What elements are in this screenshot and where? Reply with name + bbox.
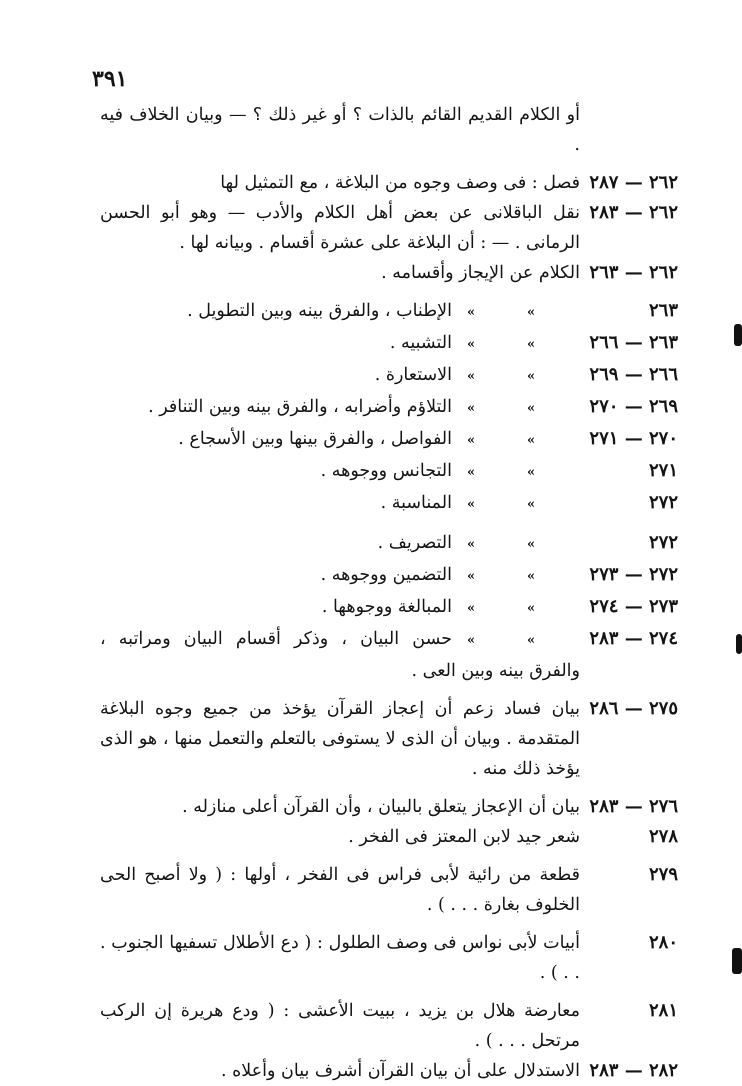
toc-entry-text: التصريف . bbox=[377, 533, 452, 553]
toc-entry bbox=[100, 328, 678, 360]
ditto-mark: » bbox=[466, 601, 476, 616]
toc-page-range: ٢٦٣ bbox=[648, 300, 678, 321]
ditto-mark: » bbox=[466, 537, 476, 552]
toc-page-range: ٢٧١ bbox=[648, 460, 678, 481]
toc-page-range: ٢٦٢ — ٢٦٣ bbox=[589, 262, 678, 283]
scan-edge-mark bbox=[736, 634, 742, 654]
toc-page-range: ٢٦٦ — ٢٦٩ bbox=[589, 364, 678, 385]
toc-entry-text: الاستعارة . bbox=[374, 365, 452, 385]
toc-page-range: ٢٧٢ bbox=[648, 532, 678, 553]
ditto-mark: » bbox=[526, 569, 536, 584]
ditto-mark: » bbox=[466, 465, 476, 480]
toc-entry bbox=[100, 528, 678, 560]
ditto-mark: » bbox=[526, 537, 536, 552]
toc-page-range: ٢٧٣ — ٢٧٤ bbox=[589, 596, 678, 617]
toc-entry bbox=[100, 296, 678, 328]
toc-page-range: ٢٧٢ bbox=[648, 492, 678, 513]
toc-page-range: ٢٧٦ — ٢٨٣ bbox=[589, 796, 678, 817]
toc-entry bbox=[100, 392, 678, 424]
toc-entry-text: الاستدلال على أن بيان القرآن أشرف بيان وأعلاه . bbox=[220, 1061, 580, 1081]
toc-entry bbox=[100, 822, 678, 852]
ditto-mark: » bbox=[466, 305, 476, 320]
toc-page-range: ٢٧٢ — ٢٧٣ bbox=[589, 564, 678, 585]
toc-page-range: ٢٧٤ — ٢٨٣ bbox=[589, 628, 678, 649]
toc-entry bbox=[100, 488, 678, 520]
ditto-mark: » bbox=[526, 433, 536, 448]
ditto-mark: » bbox=[466, 369, 476, 384]
ditto-mark: » bbox=[526, 401, 536, 416]
page-number: ٣٩١ bbox=[92, 66, 128, 92]
toc-entry bbox=[100, 792, 678, 822]
toc-entry-text: الفواصل ، والفرق بينها وبين الأسجاع . bbox=[178, 429, 452, 449]
ditto-mark: » bbox=[466, 433, 476, 448]
toc-entry bbox=[100, 860, 678, 920]
toc-entry-text: بيان فساد زعم أن إعجاز القرآن يؤخذ من جميع وجوه البلاغة المتقدمة . وبيان أن الذى لا يستوفى بالتعلم والتعمل منها ، هو الذى يؤخذ ذلك منه . bbox=[100, 699, 580, 779]
toc-entry-text: التجانس ووجوهه . bbox=[320, 461, 452, 481]
toc-entry-text: معارضة هلال بن يزيد ، ببيت الأعشى : ( ودع هريرة إن الركب مرتحل . . . ) . bbox=[100, 1001, 580, 1051]
toc-entry bbox=[100, 592, 678, 624]
ditto-mark: » bbox=[526, 369, 536, 384]
toc-entry-text: الكلام عن الإيجاز وأقسامه . bbox=[381, 263, 580, 283]
toc-entry bbox=[100, 1056, 678, 1086]
table-of-contents bbox=[100, 100, 678, 1086]
toc-entry-text: الإطناب ، والفرق بينه وبين التطويل . bbox=[187, 301, 452, 321]
ditto-mark: » bbox=[466, 497, 476, 512]
toc-page-range: ٢٦٩ — ٢٧٠ bbox=[589, 396, 678, 417]
toc-entry-text: المناسبة . bbox=[380, 493, 452, 513]
ditto-mark: » bbox=[466, 401, 476, 416]
toc-entry bbox=[100, 624, 678, 686]
toc-entry-text: التلاؤم وأضرابه ، والفرق بينه وبين التنافر . bbox=[148, 397, 452, 417]
toc-entry bbox=[100, 928, 678, 988]
toc-entry bbox=[100, 258, 678, 288]
toc-entry bbox=[100, 996, 678, 1056]
scan-edge-mark bbox=[734, 324, 742, 346]
toc-entry bbox=[100, 198, 678, 258]
toc-entry bbox=[100, 694, 678, 784]
toc-page-range: ٢٧٥ — ٢٨٦ bbox=[589, 698, 678, 719]
toc-entry-text: أبيات لأبى نواس فى وصف الطلول : ( دع الأطلال تسفيها الجنوب . . . ) . bbox=[100, 933, 580, 983]
ditto-mark: » bbox=[526, 601, 536, 616]
toc-page-range: ٢٨١ bbox=[648, 1000, 678, 1021]
toc-entry bbox=[100, 560, 678, 592]
toc-page-range: ٢٧٩ bbox=[648, 864, 678, 885]
toc-entry-text: أو الكلام القديم القائم بالذات ؟ أو غير ذلك ؟ — وبيان الخلاف فيه . bbox=[100, 105, 580, 155]
scan-edge-mark bbox=[732, 948, 742, 974]
toc-entry-text: شعر جيد لابن المعتز فى الفخر . bbox=[348, 827, 580, 847]
toc-page-range: ٢٦٢ — ٢٨٣ bbox=[589, 202, 678, 223]
ditto-mark: » bbox=[466, 337, 476, 352]
toc-entry bbox=[100, 456, 678, 488]
toc-entry-text: التشبيه . bbox=[389, 333, 452, 353]
toc-page-range: ٢٦٣ — ٢٦٦ bbox=[589, 332, 678, 353]
toc-entry-text: نقل الباقلانى عن بعض أهل الكلام والأدب — وهو أبو الحسن الرمانى . — : أن البلاغة على عشرة أقسام . وبيانه لها . bbox=[100, 203, 580, 253]
ditto-mark: » bbox=[466, 633, 476, 648]
toc-entry-text: قطعة من رائية لأبى فراس فى الفخر ، أولها : ( ولا أصبح الحى الخلوف بغارة . . . ) . bbox=[100, 865, 580, 915]
toc-entry-text: حسن البيان ، وذكر أقسام البيان ومراتبه ، والفرق بينه وبين العى . bbox=[100, 629, 580, 681]
ditto-mark: » bbox=[526, 465, 536, 480]
ditto-mark: » bbox=[526, 305, 536, 320]
ditto-mark: » bbox=[466, 569, 476, 584]
toc-entry bbox=[100, 360, 678, 392]
toc-entry bbox=[100, 100, 678, 160]
toc-entry bbox=[100, 168, 678, 198]
toc-page-range: ٢٨٠ bbox=[648, 932, 678, 953]
toc-entry bbox=[100, 424, 678, 456]
ditto-mark: » bbox=[526, 337, 536, 352]
toc-page-range: ٢٧٨ bbox=[648, 826, 678, 847]
toc-entry-text: بيان أن الإعجاز يتعلق بالبيان ، وأن القرآن أعلى منازله . bbox=[182, 797, 580, 817]
ditto-mark: » bbox=[526, 497, 536, 512]
toc-entry-text: التضمين ووجوهه . bbox=[320, 565, 452, 585]
toc-entry-text: فصل : فى وصف وجوه من البلاغة ، مع التمثيل لها bbox=[220, 173, 580, 193]
toc-page-range: ٢٦٢ — ٢٨٧ bbox=[589, 172, 678, 193]
ditto-mark: » bbox=[526, 633, 536, 648]
toc-page-range: ٢٨٢ — ٢٨٣ bbox=[589, 1060, 678, 1081]
toc-page-range: ٢٧٠ — ٢٧١ bbox=[589, 428, 678, 449]
toc-entry-text: المبالغة ووجوهها . bbox=[321, 597, 452, 617]
